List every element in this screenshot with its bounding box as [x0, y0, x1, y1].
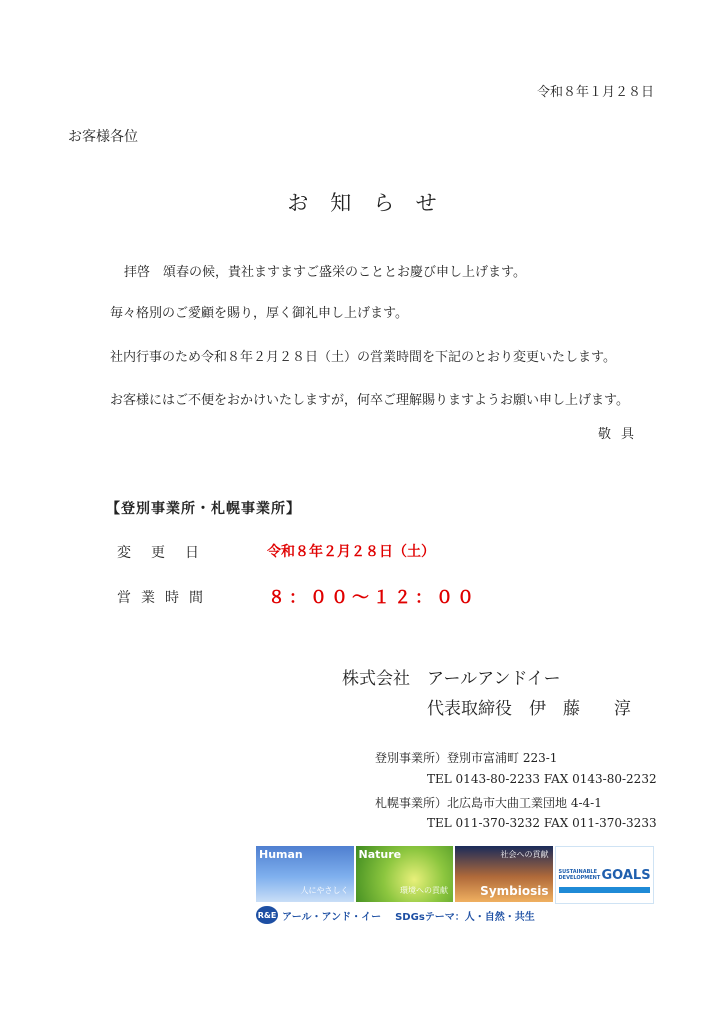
notice-date: 令和８年１月２８日 [536, 85, 654, 100]
company-logo-icon: R&E [256, 906, 278, 924]
greeting-paragraph: 拝啓 頌春の候，貴社ますますご盛栄のこととお慶び申し上げます。 [124, 265, 526, 280]
symbiosis-tile [455, 846, 553, 902]
section-heading: 【登別事業所・札幌事業所】 [106, 501, 301, 517]
human-sub-label: 人にやさしく [300, 886, 349, 895]
thanks-paragraph: 毎々格別のご愛顧を賜り，厚く御礼申し上げます。 [110, 306, 408, 321]
addressee: お客様各位 [68, 129, 138, 145]
office-sapporo-phone: TEL 011-370-3232 FAX 011-370-3233 [427, 816, 657, 830]
nature-sub-label: 環境への貢献 [400, 886, 448, 895]
page-title: お知らせ [287, 191, 459, 215]
nature-tile [356, 846, 454, 902]
symbiosis-label: Symbiosis [480, 884, 549, 898]
office-noboribetsu-phone: TEL 0143-80-2233 FAX 0143-80-2232 [427, 772, 657, 786]
office-noboribetsu-address: 登別事業所）登別市富浦町 223-1 [375, 751, 558, 765]
company-logo-row [256, 905, 535, 925]
nature-label: Nature [358, 848, 402, 861]
goals-small-line-1: SUSTAINABLE [558, 869, 597, 875]
change-paragraph: 社内行事のため令和８年２月２８日（土）の営業時間を下記のとおり変更いたします。 [110, 350, 616, 365]
sdgs-theme-text: SDGsテーマ：人・自然・共生 [395, 911, 535, 923]
human-label: Human [259, 848, 303, 861]
sdgs-goals-tile [555, 846, 655, 904]
symbiosis-sub-label: 社会への貢献 [500, 850, 549, 859]
goals-small-text [559, 869, 601, 881]
goals-label: GOALS [601, 868, 651, 883]
office-sapporo-address: 札幌事業所）北広島市大曲工業団地 4-4-1 [375, 796, 602, 810]
apology-paragraph: お客様にはご不便をおかけいたしますが，何卒ご理解賜りますようお願い申し上げます。 [110, 393, 629, 408]
company-name: 株式会社 アールアンドイー [342, 669, 561, 689]
business-hours-label: 営業時間 [117, 590, 213, 606]
goals-bar [559, 887, 651, 893]
human-tile [256, 846, 354, 902]
closing-text: 敬具 [597, 427, 644, 442]
representative-name: 代表取締役 伊 藤 淳 [427, 699, 631, 719]
sdgs-banner [256, 846, 654, 902]
change-date-value: 令和８年２月２８日（土） [267, 544, 435, 560]
goals-small-line-2: DEVELOPMENT [558, 875, 601, 881]
change-date-label: 変更日 [117, 545, 219, 561]
company-logo-name: アール・アンド・イー [282, 911, 382, 923]
business-hours-value: ８：００～１２：００ [268, 588, 478, 608]
